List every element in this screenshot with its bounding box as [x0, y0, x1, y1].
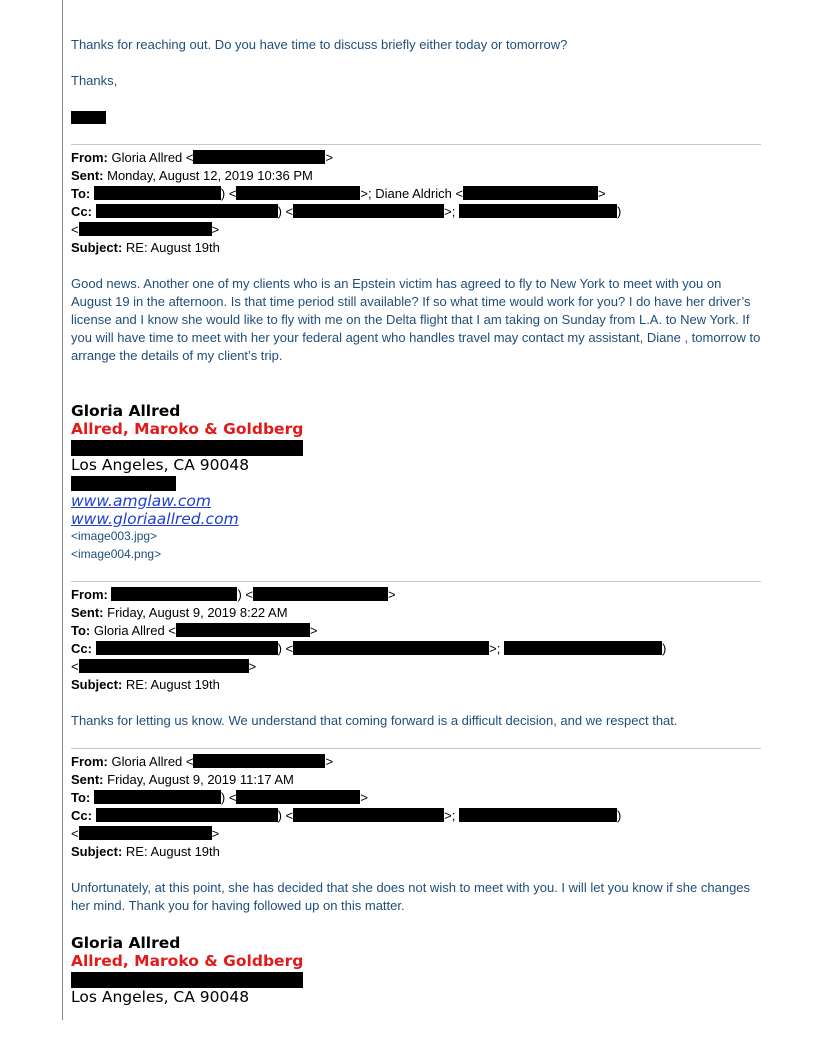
redaction [79, 659, 249, 673]
email1-to: To: ) < >; Diane Aldrich < > [71, 186, 606, 201]
email3-cc: Cc: ) < >; ) [71, 808, 622, 823]
divider [71, 581, 761, 582]
redacted-address [71, 440, 303, 456]
email3-cc-cont: < > [71, 826, 220, 841]
email3-subject: Subject: RE: August 19th [71, 844, 220, 859]
email2-body: Thanks for letting us know. We understand that coming forward is a difficult decision, and we respect that. [71, 713, 678, 728]
email2-to: To: Gloria Allred < > [71, 623, 318, 638]
redaction [79, 826, 212, 840]
link-amglaw[interactable]: www.amglaw.com [71, 492, 211, 510]
redaction [293, 808, 444, 822]
redaction [504, 641, 662, 655]
redaction [96, 641, 278, 655]
redaction [79, 222, 212, 236]
signature-name: Gloria Allred [71, 402, 181, 420]
email3-sent: Sent: Friday, August 9, 2019 11:17 AM [71, 772, 294, 787]
redaction [293, 641, 489, 655]
link-gloriaallred[interactable]: www.gloriaallred.com [71, 510, 239, 528]
email1-cc: Cc: ) < >; ) [71, 204, 622, 219]
redaction [96, 204, 278, 218]
redaction [96, 808, 278, 822]
signature-city: Los Angeles, CA 90048 [71, 988, 250, 1006]
email2-cc-cont: < > [71, 659, 257, 674]
signature-city: Los Angeles, CA 90048 [71, 456, 250, 474]
email1-subject: Subject: RE: August 19th [71, 240, 220, 255]
redaction [236, 790, 360, 804]
attachment-image003: <image003.jpg> [71, 529, 158, 543]
divider [71, 748, 761, 749]
redaction [111, 587, 237, 601]
email1-from: From: Gloria Allred < > [71, 150, 334, 165]
email2-from: From: ) < > [71, 587, 396, 602]
email1-body: Good news. Another one of my clients who is an Epstein victim has agreed to fly to New York to meet with you on August 19 in the afternoon. Is that time period still available? If so what time would work for you? I do have her driver’s license and I know she would like to fly with me on the Delta flight that I am taking on Sunday from L.A. to New York. If you will have time to meet with her your federal agent who handles travel may contact my assistant, Diane , tomorrow to arrange the details of my client’s trip. [71, 276, 761, 363]
email2-sent: Sent: Friday, August 9, 2019 8:22 AM [71, 605, 288, 620]
redaction [94, 790, 221, 804]
email1-sent: Sent: Monday, August 12, 2019 10:36 PM [71, 168, 313, 183]
redaction [193, 150, 325, 164]
email3-body: Unfortunately, at this point, she has decided that she does not wish to meet with you. I will let you know if she changes her mind. Thank you for having followed up on this matter. [71, 880, 751, 913]
redaction [236, 186, 360, 200]
redaction [463, 186, 598, 200]
email3-to: To: ) < > [71, 790, 369, 805]
redacted-address [71, 972, 303, 988]
redaction [94, 186, 221, 200]
redaction [293, 204, 444, 218]
email1-cc-cont: < > [71, 222, 220, 237]
redaction [459, 808, 617, 822]
redaction [176, 623, 310, 637]
redaction [253, 587, 388, 601]
redacted-signature [71, 111, 106, 124]
email3-from: From: Gloria Allred < > [71, 754, 334, 769]
redaction [459, 204, 617, 218]
reply-text: Thanks for reaching out. Do you have time to discuss briefly either today or tomorrow? [71, 37, 568, 52]
email2-cc: Cc: ) < >; ) [71, 641, 667, 656]
signature-firm: Allred, Maroko & Goldberg [71, 420, 304, 438]
redaction [193, 754, 325, 768]
signature-name: Gloria Allred [71, 934, 181, 952]
redacted-phone [71, 476, 176, 491]
divider [71, 144, 761, 145]
reply-signoff: Thanks, [71, 73, 118, 88]
quote-bar [62, 0, 63, 1020]
attachment-image004: <image004.png> [71, 547, 162, 561]
email2-subject: Subject: RE: August 19th [71, 677, 220, 692]
signature-firm: Allred, Maroko & Goldberg [71, 952, 304, 970]
